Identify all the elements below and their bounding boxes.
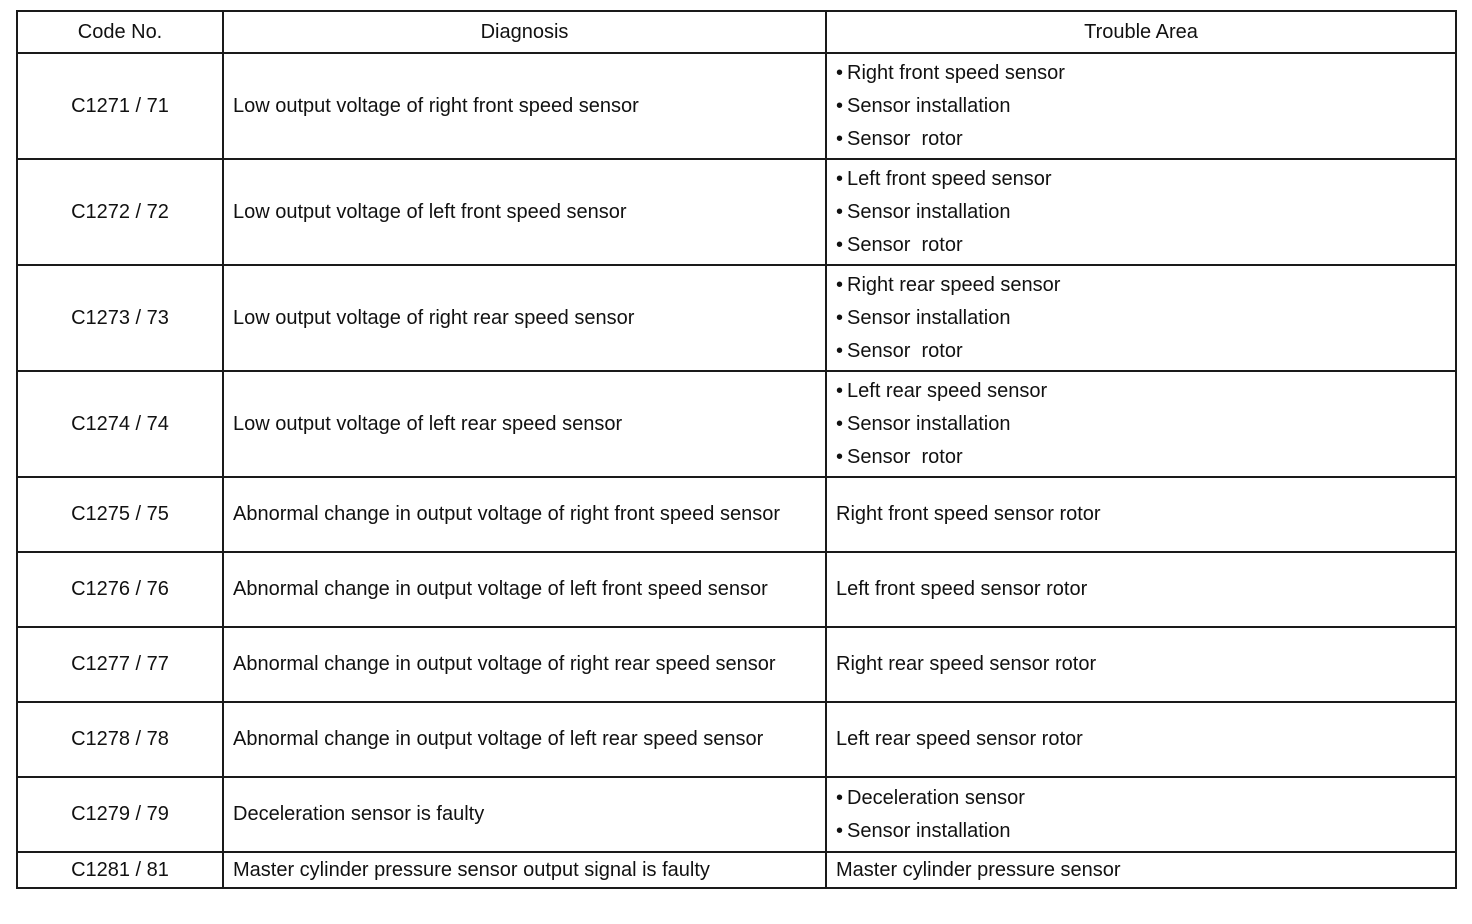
- trouble-area-item: [836, 163, 1455, 196]
- trouble-area-item: [836, 335, 1455, 368]
- bullet-icon: •: [836, 200, 844, 223]
- trouble-area-item: [836, 196, 1455, 229]
- bullet-icon: •: [836, 273, 844, 296]
- trouble-area-cell: Right front speed sensor rotor: [826, 477, 1456, 552]
- bullet-icon: •: [836, 233, 844, 256]
- bullet-icon: •: [836, 379, 844, 402]
- trouble-area-list: [836, 782, 1455, 848]
- trouble-area-list: [836, 269, 1455, 368]
- diagnosis-cell: Abnormal change in output voltage of left front speed sensor: [223, 552, 826, 627]
- diagnosis-cell: Abnormal change in output voltage of right rear speed sensor: [223, 627, 826, 702]
- diagnosis-cell: Master cylinder pressure sensor output signal is faulty: [223, 852, 826, 888]
- bullet-icon: •: [836, 445, 844, 468]
- trouble-area-item-text: Right front speed sensor: [847, 61, 1065, 84]
- trouble-area-list: [836, 163, 1455, 262]
- trouble-area-item: [836, 375, 1455, 408]
- table-row: [17, 53, 1456, 159]
- code-cell: C1275 / 75: [17, 477, 223, 552]
- trouble-area-cell: Left front speed sensor rotor: [826, 552, 1456, 627]
- trouble-area-item-text: Sensor rotor: [847, 445, 963, 468]
- trouble-code-table: [16, 10, 1457, 889]
- table-row: [17, 702, 1456, 777]
- table-row: [17, 477, 1456, 552]
- bullet-icon: •: [836, 94, 844, 117]
- code-cell: C1273 / 73: [17, 265, 223, 371]
- trouble-area-item: [836, 441, 1455, 474]
- trouble-area-list: [836, 375, 1455, 474]
- trouble-code-table-container: [16, 10, 1455, 889]
- table-row: [17, 159, 1456, 265]
- trouble-area-item: [836, 269, 1455, 302]
- trouble-area-item: [836, 57, 1455, 90]
- trouble-area-list: [836, 57, 1455, 156]
- trouble-area-cell: [826, 53, 1456, 159]
- diagnosis-cell: Abnormal change in output voltage of right front speed sensor: [223, 477, 826, 552]
- trouble-area-item-text: Sensor installation: [847, 94, 1011, 117]
- trouble-area-item: [836, 408, 1455, 441]
- trouble-area-cell: Right rear speed sensor rotor: [826, 627, 1456, 702]
- table-row: [17, 552, 1456, 627]
- trouble-area-item: [836, 123, 1455, 156]
- trouble-area-item-text: Sensor installation: [847, 819, 1011, 842]
- trouble-area-item-text: Sensor installation: [847, 306, 1011, 329]
- trouble-area-item: [836, 782, 1455, 815]
- bullet-icon: •: [836, 306, 844, 329]
- table-row: [17, 777, 1456, 852]
- trouble-area-item-text: Right rear speed sensor: [847, 273, 1061, 296]
- code-cell: C1271 / 71: [17, 53, 223, 159]
- trouble-area-item: [836, 302, 1455, 335]
- trouble-area-cell: Left rear speed sensor rotor: [826, 702, 1456, 777]
- trouble-area-cell: [826, 777, 1456, 852]
- table-row: [17, 852, 1456, 888]
- table-row: [17, 265, 1456, 371]
- trouble-area-cell: [826, 265, 1456, 371]
- diagnosis-cell: Abnormal change in output voltage of left rear speed sensor: [223, 702, 826, 777]
- trouble-area-item: [836, 229, 1455, 262]
- code-cell: C1274 / 74: [17, 371, 223, 477]
- table-row: [17, 371, 1456, 477]
- trouble-area-item-text: Sensor rotor: [847, 233, 963, 256]
- diagnosis-cell: Low output voltage of left rear speed sensor: [223, 371, 826, 477]
- header-diagnosis: Diagnosis: [223, 11, 826, 53]
- table-row: [17, 627, 1456, 702]
- bullet-icon: •: [836, 339, 844, 362]
- trouble-area-cell: [826, 371, 1456, 477]
- bullet-icon: •: [836, 61, 844, 84]
- table-body: [17, 53, 1456, 888]
- bullet-icon: •: [836, 127, 844, 150]
- code-cell: C1276 / 76: [17, 552, 223, 627]
- trouble-area-cell: [826, 159, 1456, 265]
- bullet-icon: •: [836, 786, 844, 809]
- code-cell: C1272 / 72: [17, 159, 223, 265]
- diagnosis-cell: Low output voltage of right front speed sensor: [223, 53, 826, 159]
- bullet-icon: •: [836, 819, 844, 842]
- trouble-area-item-text: Left rear speed sensor: [847, 379, 1048, 402]
- code-cell: C1279 / 79: [17, 777, 223, 852]
- header-trouble-area: Trouble Area: [826, 11, 1456, 53]
- trouble-area-item-text: Deceleration sensor: [847, 786, 1025, 809]
- trouble-area-item-text: Sensor rotor: [847, 127, 963, 150]
- header-row: [17, 11, 1456, 53]
- bullet-icon: •: [836, 412, 844, 435]
- code-cell: C1277 / 77: [17, 627, 223, 702]
- code-cell: C1278 / 78: [17, 702, 223, 777]
- trouble-area-item-text: Sensor rotor: [847, 339, 963, 362]
- trouble-area-item: [836, 815, 1455, 848]
- trouble-area-item-text: Sensor installation: [847, 200, 1011, 223]
- diagnosis-cell: Low output voltage of right rear speed sensor: [223, 265, 826, 371]
- trouble-area-item-text: Left front speed sensor: [847, 167, 1052, 190]
- trouble-area-item: [836, 90, 1455, 123]
- bullet-icon: •: [836, 167, 844, 190]
- diagnosis-cell: Low output voltage of left front speed sensor: [223, 159, 826, 265]
- diagnosis-cell: Deceleration sensor is faulty: [223, 777, 826, 852]
- trouble-area-cell: Master cylinder pressure sensor: [826, 852, 1456, 888]
- header-code: Code No.: [17, 11, 223, 53]
- trouble-area-item-text: Sensor installation: [847, 412, 1011, 435]
- code-cell: C1281 / 81: [17, 852, 223, 888]
